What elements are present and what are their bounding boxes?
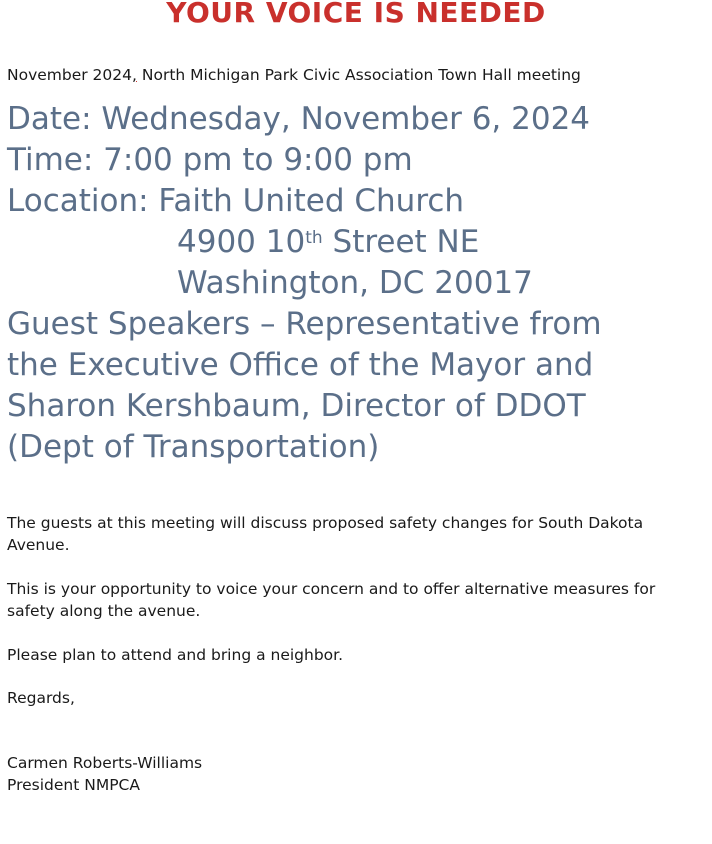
intro-event: North Michigan Park Civic Association Town Hall meeting xyxy=(136,66,581,84)
event-time: Time: 7:00 pm to 9:00 pm xyxy=(7,142,413,178)
intro-line xyxy=(7,66,581,84)
speakers-line-4: (Dept of Transportation) xyxy=(7,429,380,465)
event-location: Location: Faith United Church xyxy=(7,183,465,219)
closing: Regards, xyxy=(7,689,75,707)
signer-title: President NMPCA xyxy=(7,776,140,794)
paragraph-discussion: The guests at this meeting will discuss proposed safety changes for South Dakota Avenue. xyxy=(7,514,644,554)
paragraph-attend: Please plan to attend and bring a neighbor. xyxy=(7,646,344,664)
address-number: 4900 10 xyxy=(177,224,306,260)
headline: YOUR VOICE IS NEEDED xyxy=(166,0,546,29)
intro-month: November 2024 xyxy=(7,66,133,84)
signer-name: Carmen Roberts-Williams xyxy=(7,754,203,772)
speakers-line-2: the Executive Office of the Mayor and xyxy=(7,347,594,383)
address-suffix: th xyxy=(305,228,323,248)
address-street-line xyxy=(177,222,479,263)
speakers-line-3: Sharon Kershbaum, Director of DDOT xyxy=(7,388,586,424)
speakers-line-1: Guest Speakers – Representative from xyxy=(7,306,602,342)
paragraph-opportunity: This is your opportunity to voice your concern and to offer alternative measures for safety along the avenue. xyxy=(7,580,656,620)
intro-separator: , xyxy=(132,66,137,84)
address-city-line: Washington, DC 20017 xyxy=(177,265,533,301)
event-date: Date: Wednesday, November 6, 2024 xyxy=(7,101,591,137)
address-street: Street NE xyxy=(322,224,480,260)
